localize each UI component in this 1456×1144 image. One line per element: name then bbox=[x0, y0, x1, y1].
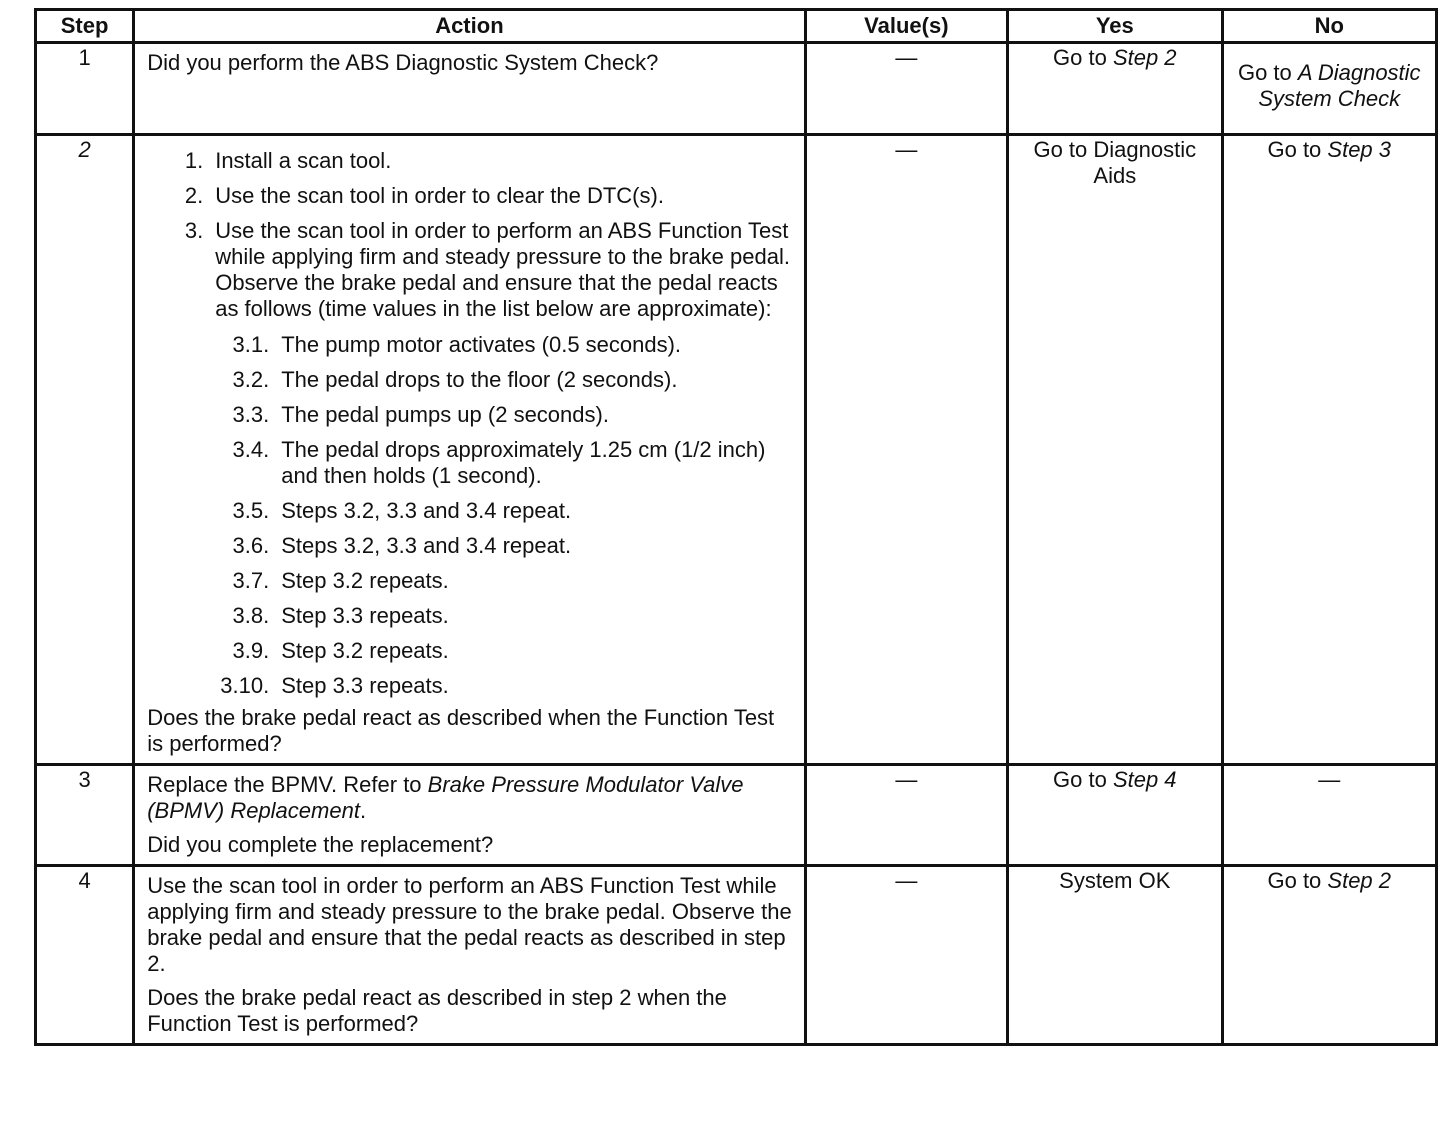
list-item-number: 3. bbox=[184, 218, 204, 243]
value-cell: — bbox=[805, 866, 1007, 1045]
list-item bbox=[147, 332, 793, 358]
list-item bbox=[147, 402, 793, 428]
list-item-number: 3.2. bbox=[232, 367, 270, 392]
question-text: Does the brake pedal react as described in step 2 when the Function Test is performed? bbox=[147, 985, 727, 1036]
yes-cell bbox=[1008, 135, 1222, 765]
header-values: Value(s) bbox=[805, 10, 1007, 43]
no-cell bbox=[1222, 135, 1436, 765]
list-item-text: Step 3.3 repeats. bbox=[281, 673, 449, 698]
header-yes: Yes bbox=[1008, 10, 1222, 43]
no-link-step-3[interactable]: Step 3 bbox=[1327, 137, 1392, 162]
list-item-text: The pedal pumps up (2 seconds). bbox=[281, 402, 609, 427]
list-item-number: 3.5. bbox=[232, 498, 270, 523]
list-item bbox=[147, 218, 793, 322]
list-item-number: 2. bbox=[184, 183, 204, 208]
action-cell bbox=[134, 43, 805, 135]
header-row bbox=[36, 10, 1437, 43]
question-text: Did you complete the replacement? bbox=[147, 832, 494, 857]
list-item bbox=[147, 437, 793, 489]
no-prefix: Go to bbox=[1237, 60, 1298, 85]
step-number: 4 bbox=[36, 866, 134, 1045]
no-cell bbox=[1222, 43, 1436, 135]
list-item-text: The pedal drops approximately 1.25 cm (1/2 inch) and then holds (1 second). bbox=[281, 437, 766, 488]
yes-prefix: Go to bbox=[1053, 45, 1113, 70]
table-row-step-2 bbox=[36, 135, 1437, 765]
yes-link-step-4[interactable]: Step 4 bbox=[1112, 767, 1177, 792]
list-item bbox=[147, 498, 793, 524]
list-item bbox=[147, 148, 793, 174]
no-link-system-check[interactable]: A Diagnostic System Check bbox=[1258, 60, 1421, 111]
yes-cell bbox=[1008, 765, 1222, 866]
yes-cell bbox=[1008, 866, 1222, 1045]
yes-link-diagnostic-aids[interactable]: Go to Diagnostic Aids bbox=[1033, 137, 1197, 188]
list-item-number: 3.8. bbox=[232, 603, 270, 628]
value-cell: — bbox=[805, 43, 1007, 135]
no-prefix: Go to bbox=[1267, 137, 1328, 162]
diagnostic-table bbox=[34, 8, 1438, 1046]
table-row-step-3 bbox=[36, 765, 1437, 866]
header-step: Step bbox=[36, 10, 134, 43]
list-item-number: 3.7. bbox=[232, 568, 270, 593]
step-list bbox=[147, 148, 793, 322]
list-item-text: Step 3.3 repeats. bbox=[281, 603, 449, 628]
bpmv-replacement-link[interactable]: Brake Pressure Modulator Valve (BPMV) Replacement bbox=[147, 772, 744, 823]
list-item-number: 3.6. bbox=[232, 533, 270, 558]
list-item-text: Step 3.2 repeats. bbox=[281, 568, 449, 593]
value-cell: — bbox=[805, 135, 1007, 765]
diagnostic-page bbox=[34, 8, 1438, 1046]
no-prefix: Go to bbox=[1267, 868, 1328, 893]
list-item-text: Steps 3.2, 3.3 and 3.4 repeat. bbox=[281, 498, 572, 523]
list-item-text: The pump motor activates (0.5 seconds). bbox=[281, 332, 682, 357]
header-action: Action bbox=[134, 10, 805, 43]
step-number: 2 bbox=[36, 135, 134, 765]
list-item bbox=[147, 638, 793, 664]
action-cell bbox=[134, 765, 805, 866]
instruction-suffix: . bbox=[359, 798, 367, 823]
list-item bbox=[147, 568, 793, 594]
no-cell: — bbox=[1222, 765, 1436, 866]
header-no: No bbox=[1222, 10, 1436, 43]
list-item-text: Steps 3.2, 3.3 and 3.4 repeat. bbox=[281, 533, 572, 558]
list-item-number: 3.10. bbox=[220, 673, 270, 698]
list-item-text: Use the scan tool in order to clear the DTC(s). bbox=[215, 183, 664, 208]
action-cell bbox=[134, 866, 805, 1045]
action-cell bbox=[134, 135, 805, 765]
table-row-step-1 bbox=[36, 43, 1437, 135]
list-item-text: Use the scan tool in order to perform an ABS Function Test while applying firm and steady pressure to the brake pedal. Observe the brake pedal and ensure that the pedal reacts as follows (time values in the list below are approximate): bbox=[215, 218, 790, 321]
no-cell bbox=[1222, 866, 1436, 1045]
table-row-step-4 bbox=[36, 866, 1437, 1045]
list-item-text: The pedal drops to the floor (2 seconds). bbox=[281, 367, 678, 392]
instruction-prefix: Replace the BPMV. Refer to bbox=[147, 772, 428, 797]
list-item-number: 3.4. bbox=[232, 437, 270, 462]
step-number: 1 bbox=[36, 43, 134, 135]
list-item-text: Install a scan tool. bbox=[215, 148, 392, 173]
list-item-text: Step 3.2 repeats. bbox=[281, 638, 449, 663]
no-link-step-2[interactable]: Step 2 bbox=[1327, 868, 1392, 893]
list-item-number: 3.3. bbox=[232, 402, 270, 427]
yes-cell bbox=[1008, 43, 1222, 135]
step-number: 3 bbox=[36, 765, 134, 866]
value-cell: — bbox=[805, 765, 1007, 866]
list-item-number: 3.1. bbox=[232, 332, 270, 357]
instruction-text bbox=[147, 772, 793, 824]
list-item bbox=[147, 367, 793, 393]
instruction-text: Use the scan tool in order to perform an ABS Function Test while applying firm and steady pressure to the brake pedal. Observe the brake pedal and ensure that the pedal reacts as described in step 2. bbox=[147, 873, 792, 976]
list-item bbox=[147, 183, 793, 209]
substep-list bbox=[147, 332, 793, 699]
list-item bbox=[147, 673, 793, 699]
list-item-number: 1. bbox=[184, 148, 204, 173]
yes-link-system-ok[interactable]: System OK bbox=[1059, 868, 1171, 893]
yes-prefix: Go to bbox=[1053, 767, 1113, 792]
list-item-number: 3.9. bbox=[232, 638, 270, 663]
yes-link-step-2[interactable]: Step 2 bbox=[1112, 45, 1177, 70]
question-text: Did you perform the ABS Diagnostic System Check? bbox=[147, 50, 659, 75]
list-item bbox=[147, 603, 793, 629]
question-text: Does the brake pedal react as described when the Function Test is performed? bbox=[147, 705, 775, 756]
list-item bbox=[147, 533, 793, 559]
